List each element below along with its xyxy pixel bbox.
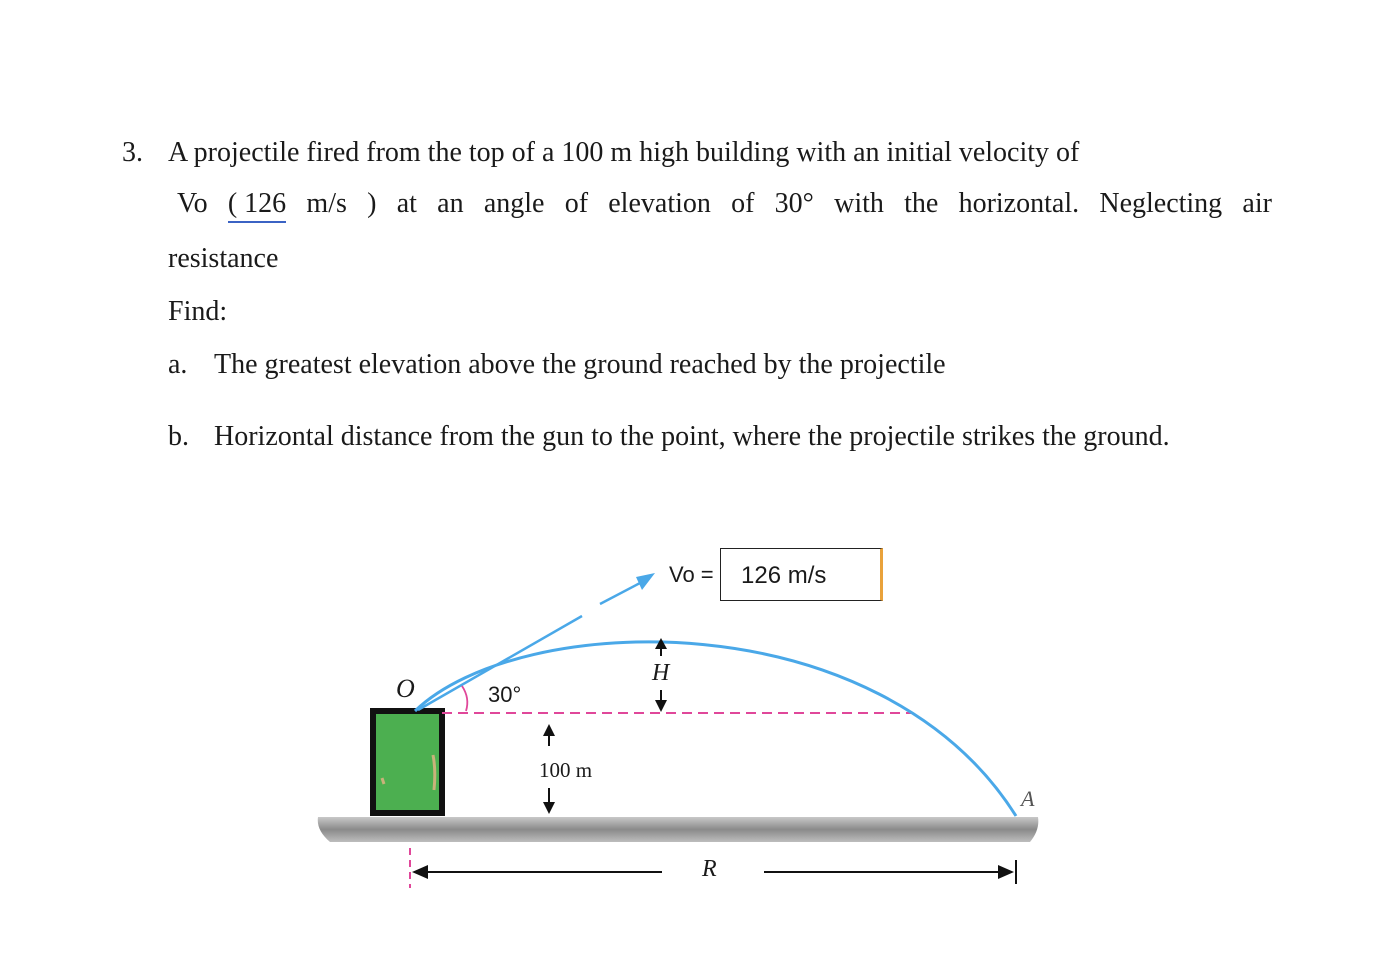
range-arrowhead-left	[412, 865, 428, 879]
question-number: 3.	[122, 137, 143, 168]
vo-symbol: Vo	[177, 188, 208, 219]
ground	[318, 817, 1039, 842]
word: angle	[483, 188, 545, 219]
max-height-arrowhead-down	[655, 700, 667, 712]
range-label: R	[702, 856, 717, 882]
question-line-1: A projectile fired from the top of a 100 m high building with an initial velocity of	[168, 137, 1080, 168]
landing-point-label: A	[1021, 786, 1035, 811]
word: horizontal.	[958, 188, 1080, 219]
angle-arc	[462, 686, 467, 711]
close-paren: )	[367, 188, 377, 219]
word: at	[396, 188, 417, 219]
building-texture	[382, 778, 384, 784]
find-heading: Find:	[168, 296, 228, 327]
word: the	[904, 188, 939, 219]
velocity-value: ( 126	[228, 187, 286, 223]
origin-label: O	[396, 674, 415, 703]
vo-value-box: 126 m/s	[720, 548, 883, 601]
velocity-vector-shaft	[600, 583, 640, 604]
height-arrowhead-down	[543, 802, 555, 814]
word: Neglecting	[1099, 188, 1223, 219]
question-line-3: resistance	[168, 243, 279, 274]
part-b-text: Horizontal distance from the gun to the point, where the projectile strikes the ground.	[214, 421, 1170, 452]
word: elevation	[608, 188, 711, 219]
word: with	[834, 188, 884, 219]
word: of	[564, 188, 589, 219]
angle-label: 30°	[488, 682, 522, 707]
velocity-unit: m/s	[306, 188, 347, 219]
vo-label: Vo =	[669, 562, 714, 587]
building	[373, 711, 442, 813]
velocity-vector-arrowhead	[636, 573, 655, 590]
word: air	[1242, 188, 1272, 219]
height-arrowhead-up	[543, 724, 555, 736]
part-a-marker: a.	[168, 349, 188, 380]
range-arrowhead-right	[998, 865, 1014, 879]
trajectory-curve	[415, 642, 1016, 816]
part-a-text: The greatest elevation above the ground reached by the projectile	[214, 349, 946, 380]
max-height-label: H	[652, 660, 670, 686]
angle-value: 30°	[774, 188, 814, 219]
word: an	[437, 188, 464, 219]
height-label: 100 m	[539, 758, 593, 782]
part-b-marker: b.	[168, 421, 189, 452]
word: of	[731, 188, 755, 219]
